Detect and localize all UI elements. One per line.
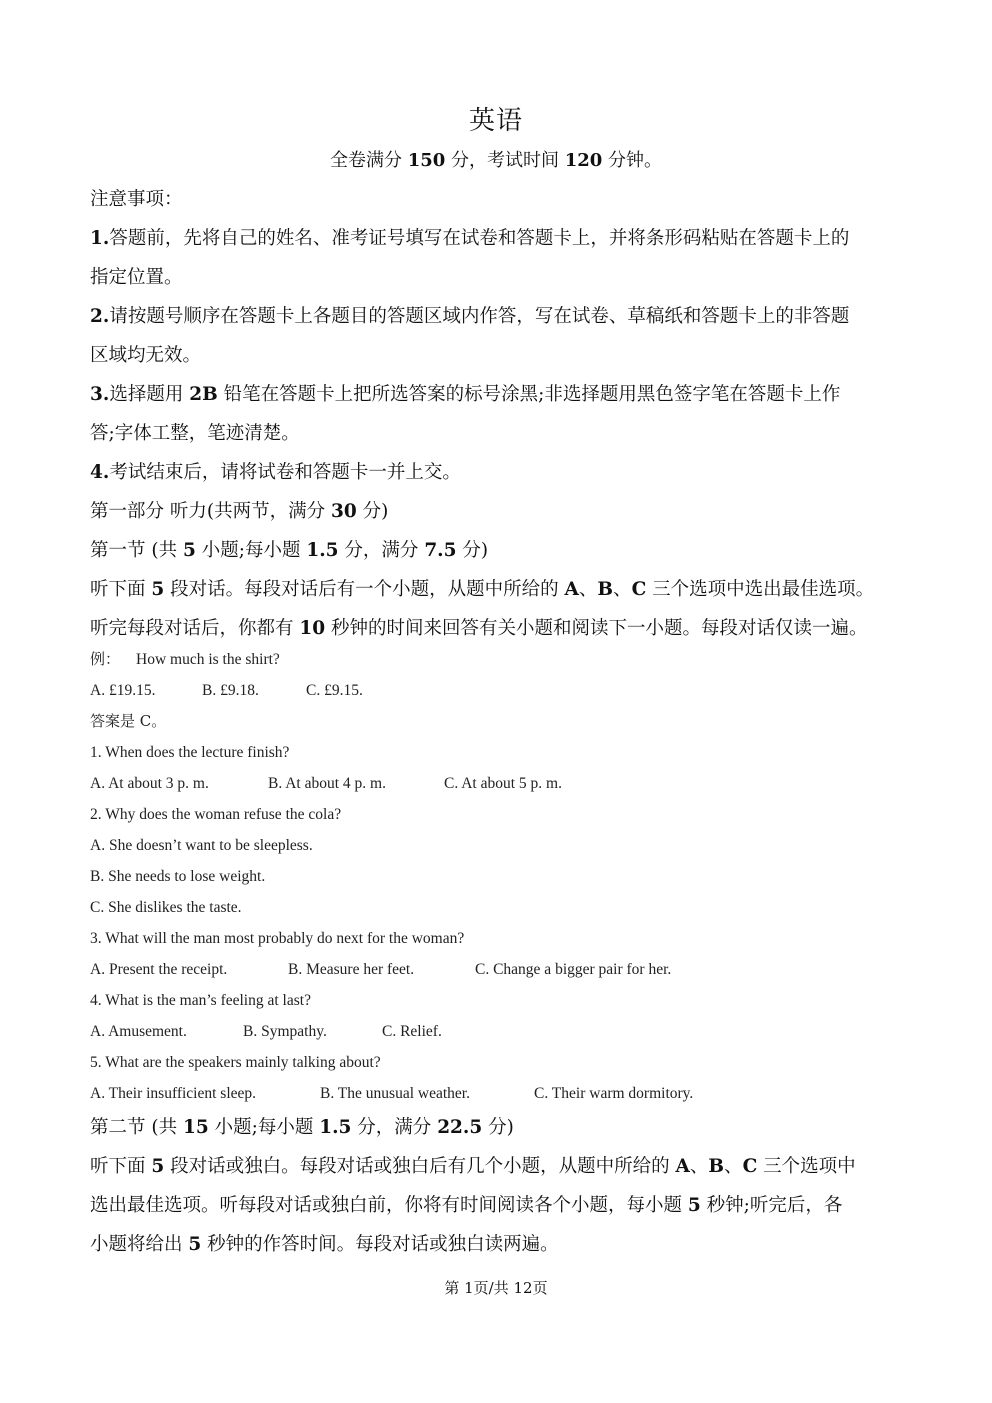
question-2: 2. Why does the woman refuse the cola? bbox=[90, 806, 342, 823]
example-option-b: B. £9.18. bbox=[202, 682, 259, 699]
question-5: 5. What are the speakers mainly talking about? bbox=[90, 1054, 381, 1071]
notice-section bbox=[90, 180, 910, 648]
section2-instruction-line3: 小题将给出 5 秒钟的作答时间。每段对话或独白读两遍。 bbox=[90, 1234, 559, 1255]
example-answer: 答案是 C。 bbox=[90, 712, 167, 730]
notice-item-1-cont: 指定位置。 bbox=[90, 267, 183, 288]
option-c: C. Relief. bbox=[382, 1023, 442, 1040]
example-question: 例： How much is the shirt? bbox=[90, 650, 280, 668]
option-c: C. At about 5 p. m. bbox=[444, 775, 562, 792]
part1-heading: 第一部分 听力(共两节，满分 30 分) bbox=[90, 501, 389, 522]
question-5-options bbox=[90, 1078, 910, 1109]
questions-section bbox=[90, 644, 910, 1109]
option-b: B. Sympathy. bbox=[243, 1023, 327, 1040]
page-title: 英语 bbox=[468, 106, 523, 136]
question-4-options bbox=[90, 1016, 910, 1047]
section2-instruction-line1: 听下面 5 段对话或独白。每段对话或独白后有几个小题，从题中所给的 A、B、C 三个选项中 bbox=[90, 1156, 856, 1177]
section1-instruction-line2: 听完每段对话后，你都有 10 秒钟的时间来回答有关小题和阅读下一小题。每段对话仅读一遍。 bbox=[90, 618, 868, 639]
exam-score: 150 bbox=[407, 150, 446, 171]
option-a: A. Their insufficient sleep. bbox=[90, 1085, 257, 1102]
question-3-options bbox=[90, 954, 910, 985]
notice-heading: 注意事项： bbox=[90, 189, 183, 210]
exam-info-text: 分，考试时间 bbox=[445, 150, 565, 171]
section1-heading: 第一节 (共 5 小题;每小题 1.5 分，满分 7.5 分) bbox=[90, 540, 489, 561]
exam-info-text: 分钟。 bbox=[602, 150, 663, 171]
notice-item-1: 1.答题前，先将自己的姓名、准考证号填写在试卷和答题卡上，并将条形码粘贴在答题卡上的 bbox=[90, 228, 850, 249]
option-a: A. She doesn’t want to be sleepless. bbox=[90, 837, 313, 854]
option-b: B. At about 4 p. m. bbox=[268, 775, 386, 792]
option-b: B. Measure her feet. bbox=[288, 961, 415, 978]
exam-time: 120 bbox=[564, 150, 603, 171]
option-c: C. Change a bigger pair for her. bbox=[475, 961, 672, 978]
option-a: A. At about 3 p. m. bbox=[90, 775, 209, 792]
exam-info-text: 全卷满分 bbox=[329, 150, 408, 171]
option-a: A. Present the receipt. bbox=[90, 961, 228, 978]
notice-item-3: 3.选择题用 2B 铅笔在答题卡上把所选答案的标号涂黑;非选择题用黑色签字笔在答题卡上作 bbox=[90, 384, 841, 405]
page-number: 第 1页/共 12页 bbox=[444, 1279, 548, 1297]
option-a: A. Amusement. bbox=[90, 1023, 187, 1040]
option-c: C. She dislikes the taste. bbox=[90, 899, 242, 916]
option-b: B. The unusual weather. bbox=[320, 1085, 470, 1102]
notice-item-2-cont: 区域均无效。 bbox=[90, 345, 202, 366]
notice-item-2: 2.请按题号顺序在答题卡上各题目的答题区域内作答，写在试卷、草稿纸和答题卡上的非答题 bbox=[90, 306, 850, 327]
section1-instruction-line1: 听下面 5 段对话。每段对话后有一个小题，从题中所给的 A、B、C 三个选项中选出最佳选项。 bbox=[90, 579, 875, 600]
section2-heading: 第二节 (共 15 小题;每小题 1.5 分，满分 22.5 分) bbox=[90, 1117, 514, 1138]
option-c: C. Their warm dormitory. bbox=[534, 1085, 694, 1102]
example-option-c: C. £9.15. bbox=[306, 682, 363, 699]
question-1: 1. When does the lecture finish? bbox=[90, 744, 290, 761]
question-1-options bbox=[90, 768, 910, 799]
question-4: 4. What is the man’s feeling at last? bbox=[90, 992, 311, 1009]
notice-item-4: 4.考试结束后，请将试卷和答题卡一并上交。 bbox=[90, 462, 461, 483]
exam-info bbox=[0, 148, 992, 174]
option-b: B. She needs to lose weight. bbox=[90, 868, 266, 885]
example-options bbox=[90, 675, 910, 706]
section2 bbox=[90, 1108, 910, 1264]
question-3: 3. What will the man most probably do next for the woman? bbox=[90, 930, 465, 947]
section2-instruction-line2: 选出最佳选项。听每段对话或独白前，你将有时间阅读各个小题，每小题 5 秒钟;听完后，各 bbox=[90, 1195, 843, 1216]
example-option-a: A. £19.15. bbox=[90, 682, 156, 699]
notice-item-3-cont: 答;字体工整，笔迹清楚。 bbox=[90, 423, 300, 444]
